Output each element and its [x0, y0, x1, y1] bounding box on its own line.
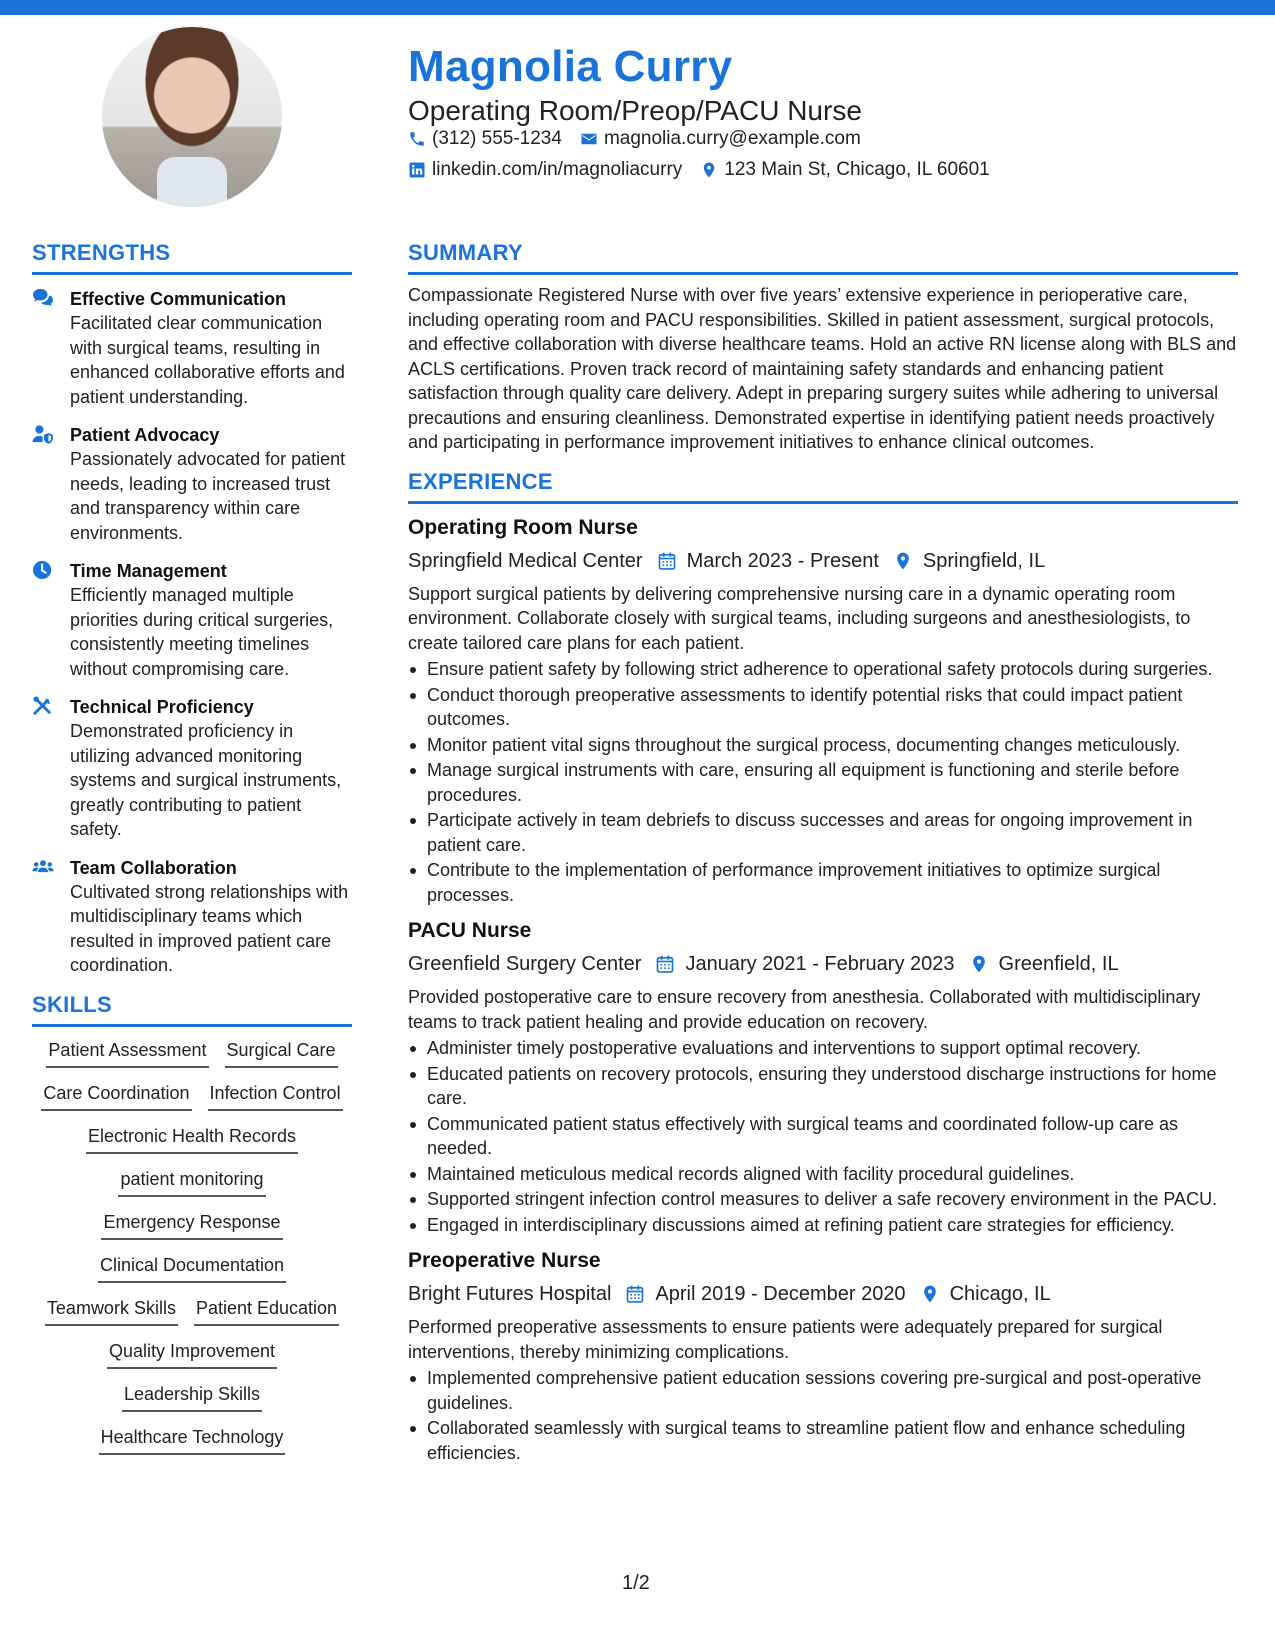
job-title: Operating Room Nurse [408, 515, 638, 539]
strength-desc: Passionately advocated for patient needs, leading to increased trust and transparency within care environments. [70, 449, 346, 543]
job-dates: March 2023 - Present [686, 549, 879, 572]
email-contact[interactable] [580, 128, 861, 150]
job-dates: April 2019 - December 2020 [655, 1283, 906, 1305]
strength-desc: Demonstrated proficiency in utilizing advanced monitoring systems and surgical instruments, greatly contributing to patient safety. [70, 721, 342, 839]
bullet-item: Administer timely postoperative evaluations and interventions to support optimal recovery. [408, 1036, 1238, 1061]
job-bullets [408, 1366, 1238, 1465]
bullet-item: Educated patients on recovery protocols, ensuring they understood discharge instructions for home care. [408, 1062, 1238, 1111]
bullet-item: Ensure patient safety by following strict adherence to operational safety protocols during surgeries. [408, 657, 1238, 682]
clock-icon [32, 560, 54, 580]
bullet-item: Conduct thorough preoperative assessments to identify potential risks that could impact patient outcomes. [408, 683, 1238, 732]
bullet-item: Contribute to the implementation of performance improvement initiatives to optimize surgical processes. [408, 858, 1238, 907]
top-accent-bar [0, 0, 1275, 15]
linkedin-icon [408, 161, 426, 179]
tools-icon [32, 696, 54, 716]
right-column [408, 240, 1238, 1466]
strength-item [32, 287, 352, 409]
bullet-item: Manage surgical instruments with care, ensuring all equipment is functioning and sterile before procedures. [408, 758, 1238, 807]
skills-divider [32, 1024, 352, 1027]
strengths-list [32, 287, 352, 978]
strengths-divider [32, 272, 352, 275]
bullet-item: Maintained meticulous medical records aligned with facility procedural guidelines. [408, 1162, 1238, 1187]
strength-title: Technical Proficiency [70, 697, 254, 717]
skill-tag: Surgical Care [225, 1039, 338, 1068]
strength-item [32, 559, 352, 681]
skill-tag: Patient Assessment [46, 1039, 208, 1068]
strength-item [32, 695, 352, 842]
job-company: Greenfield Surgery Center [408, 953, 642, 975]
contact-row-2 [408, 159, 990, 181]
job-entry [408, 917, 1238, 1237]
job-meta [408, 1281, 1238, 1307]
skill-tag: Electronic Health Records [86, 1125, 298, 1154]
strength-desc: Cultivated strong relationships with multidisciplinary teams which resulted in improved patient care coordination. [70, 881, 349, 975]
phone-contact[interactable] [408, 128, 562, 150]
phone-text: (312) 555-1234 [432, 128, 562, 149]
candidate-role: Operating Room/Preop/PACU Nurse [408, 95, 862, 126]
comments-icon [32, 288, 54, 308]
bullet-item: Monitor patient vital signs throughout the surgical process, documenting changes meticulously. [408, 733, 1238, 758]
experience-divider [408, 501, 1238, 504]
skills-list [32, 1039, 352, 1455]
job-location: Springfield, IL [922, 549, 1046, 572]
calendar-icon [625, 1284, 645, 1304]
job-company: Springfield Medical Center [408, 549, 643, 572]
job-description: Provided postoperative care to ensure recovery from anesthesia. Collaborated with multidisciplinary teams to track patient healing and provide education on recovery. [408, 987, 1201, 1032]
calendar-icon [657, 551, 677, 571]
job-meta [408, 951, 1238, 977]
job-description: Performed preoperative assessments to ensure patients were adequately prepared for surgical interventions, thereby minimizing complications. [408, 1317, 1163, 1362]
summary-heading: SUMMARY [408, 240, 523, 265]
map-pin-icon [969, 954, 989, 974]
job-description: Support surgical patients by delivering comprehensive nursing care in a dynamic operating room environment. Collaborate closely with surgical teams, including surgeons and anesthesiologists, to create tailored care plans for each patient. [408, 583, 1191, 653]
bullet-item: Participate actively in team debriefs to discuss successes and areas for ongoing improvement in patient care. [408, 808, 1238, 857]
job-entry [408, 514, 1238, 908]
bullet-item: Collaborated seamlessly with surgical teams to streamline patient flow and enhance scheduling efficiencies. [408, 1416, 1238, 1465]
job-entry [408, 1247, 1238, 1465]
skill-tag: Leadership Skills [122, 1383, 262, 1412]
skill-tag: Care Coordination [41, 1082, 191, 1111]
job-bullets [408, 657, 1238, 907]
linkedin-text: linkedin.com/in/magnoliacurry [432, 159, 683, 180]
strength-title: Patient Advocacy [70, 425, 220, 445]
job-title: PACU Nurse [408, 919, 532, 942]
strengths-heading: STRENGTHS [32, 240, 171, 265]
job-location: Chicago, IL [949, 1283, 1051, 1305]
contact-row-1 [408, 128, 861, 150]
job-location: Greenfield, IL [998, 953, 1119, 975]
candidate-name: Magnolia Curry [408, 42, 733, 91]
skill-tag: Emergency Response [101, 1211, 282, 1240]
map-pin-icon [700, 161, 718, 179]
envelope-icon [580, 130, 598, 148]
address-text: 123 Main St, Chicago, IL 60601 [724, 159, 990, 180]
calendar-icon [655, 954, 675, 974]
left-column [32, 240, 352, 1455]
bullet-item: Communicated patient status effectively with surgical teams and coordinated follow-up care as needed. [408, 1112, 1238, 1161]
job-title: Preoperative Nurse [408, 1249, 601, 1272]
linkedin-contact[interactable] [408, 159, 682, 181]
bullet-item: Supported stringent infection control measures to deliver a safe recovery environment in the PACU. [408, 1187, 1238, 1212]
bullet-item: Engaged in interdisciplinary discussions aimed at refining patient care strategies for efficiency. [408, 1213, 1238, 1238]
experience-heading: EXPERIENCE [408, 468, 553, 494]
profile-photo [102, 27, 282, 207]
job-company: Bright Futures Hospital [408, 1283, 612, 1305]
strength-item [32, 856, 352, 978]
skills-heading: SKILLS [32, 991, 113, 1017]
summary-text: Compassionate Registered Nurse with over five years’ extensive experience in perioperative care, including operating room and PACU responsibilities. Skilled in patient assessment, surgical protocols, and effective collaboration with diverse healthcare teams. Hold an active RN license along with BLS and ACLS certifications. Proven track record of maintaining safety standards and enhancing patient satisfaction through quality care delivery. Adept in preparing surgery suites while adhering to universal precautions and ensuring cleanliness. Demonstrated expertise in identifying patient needs proactively and participating in performance improvement initiatives to enhance clinical outcomes. [408, 285, 1237, 452]
strength-title: Time Management [70, 561, 227, 581]
user-shield-icon [32, 424, 54, 444]
phone-icon [408, 130, 426, 148]
bullet-item: Implemented comprehensive patient education sessions covering pre-surgical and post-operative guidelines. [408, 1366, 1238, 1415]
skill-tag: Quality Improvement [107, 1340, 277, 1369]
skill-tag: patient monitoring [118, 1168, 265, 1197]
job-meta [408, 548, 1238, 574]
skill-tag: Infection Control [208, 1082, 343, 1111]
strength-title: Team Collaboration [70, 857, 237, 878]
page-number: 1/2 [622, 1572, 650, 1594]
skill-tag: Clinical Documentation [98, 1254, 286, 1283]
job-dates: January 2021 - February 2023 [685, 953, 955, 975]
skill-tag: Patient Education [194, 1297, 339, 1326]
job-bullets [408, 1036, 1238, 1237]
map-pin-icon [920, 1284, 940, 1304]
users-icon [32, 857, 54, 877]
skill-tag: Teamwork Skills [45, 1297, 178, 1326]
strength-title: Effective Communication [70, 289, 287, 309]
strength-desc: Facilitated clear communication with surgical teams, resulting in enhanced collaborative efforts and patient understanding. [70, 313, 345, 407]
map-pin-icon [893, 551, 913, 571]
strength-desc: Efficiently managed multiple priorities during critical surgeries, consistently meeting timelines without compromising care. [70, 585, 334, 679]
strength-item [32, 423, 352, 545]
email-text: magnolia.curry@example.com [603, 128, 861, 149]
summary-divider [408, 272, 1238, 275]
address-contact [700, 159, 989, 181]
skill-tag: Healthcare Technology [99, 1426, 286, 1455]
